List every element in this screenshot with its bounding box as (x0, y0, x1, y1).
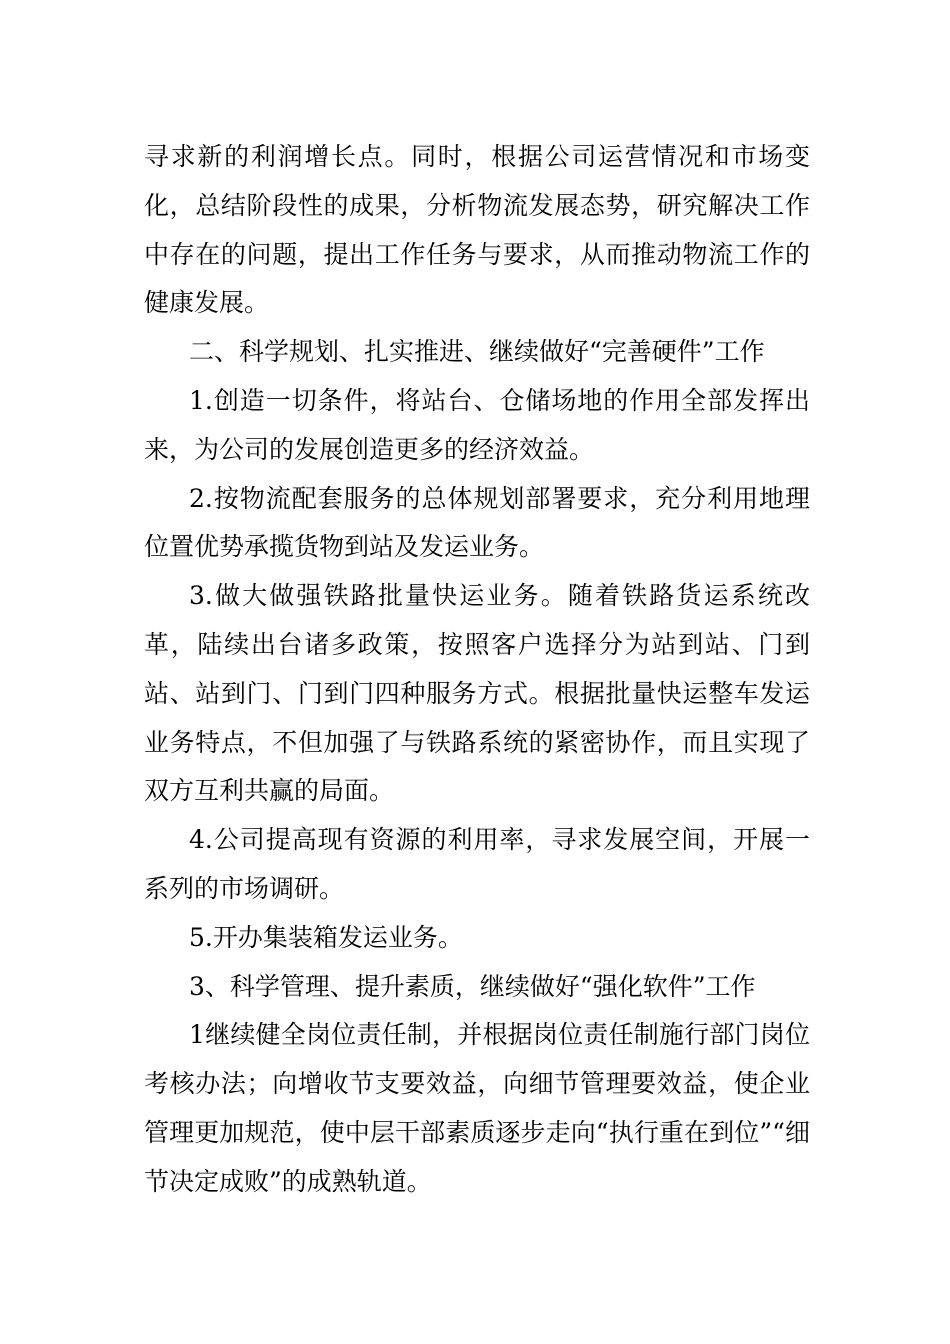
list-item-3: 3.做大做强铁路批量快运业务。随着铁路货运系统改革，陆续出台诸多政策，按照客户选择分为站到站、门到站、站到门、门到门四种服务方式。根据批量快运整车发运业务特点，不但加强了与铁路系统的紧密协作，而且实现了双方互利共赢的局面。 (144, 581, 810, 806)
list-item-2: 2.按物流配套服务的总体规划部署要求，充分利用地理位置优势承揽货物到站及发运业务。 (144, 483, 810, 562)
document-body (144, 133, 810, 1207)
section-heading-2: 二、科学规划、扎实推进、继续做好“完善硬件”工作 (189, 337, 765, 367)
list-item-4: 4.公司提高现有资源的利用率，寻求发展空间，开展一系列的市场调研。 (144, 825, 810, 903)
list-item-5: 5.开办集装箱发运业务。 (189, 922, 463, 952)
section-heading-3: 3、科学管理、提升素质，继续做好“强化软件”工作 (189, 971, 756, 1001)
list-item-6: 1继续健全岗位责任制，并根据岗位责任制施行部门岗位考核办法；向增收节支要效益，向细节管理要效益，使企业管理更加规范，使中层干部素质逐步走向“执行重在到位”“细节决定成败”的成熟轨道。 (144, 1020, 810, 1196)
list-item-1: 1.创造一切条件，将站台、仓储场地的作用全部发挥出来，为公司的发展创造更多的经济效益。 (144, 385, 810, 464)
paragraph-continuation: 寻求新的利润增长点。同时，根据公司运营情况和市场变化，总结阶段性的成果，分析物流发展态势，研究解决工作中存在的问题，提出工作任务与要求，从而推动物流工作的健康发展。 (144, 142, 810, 318)
